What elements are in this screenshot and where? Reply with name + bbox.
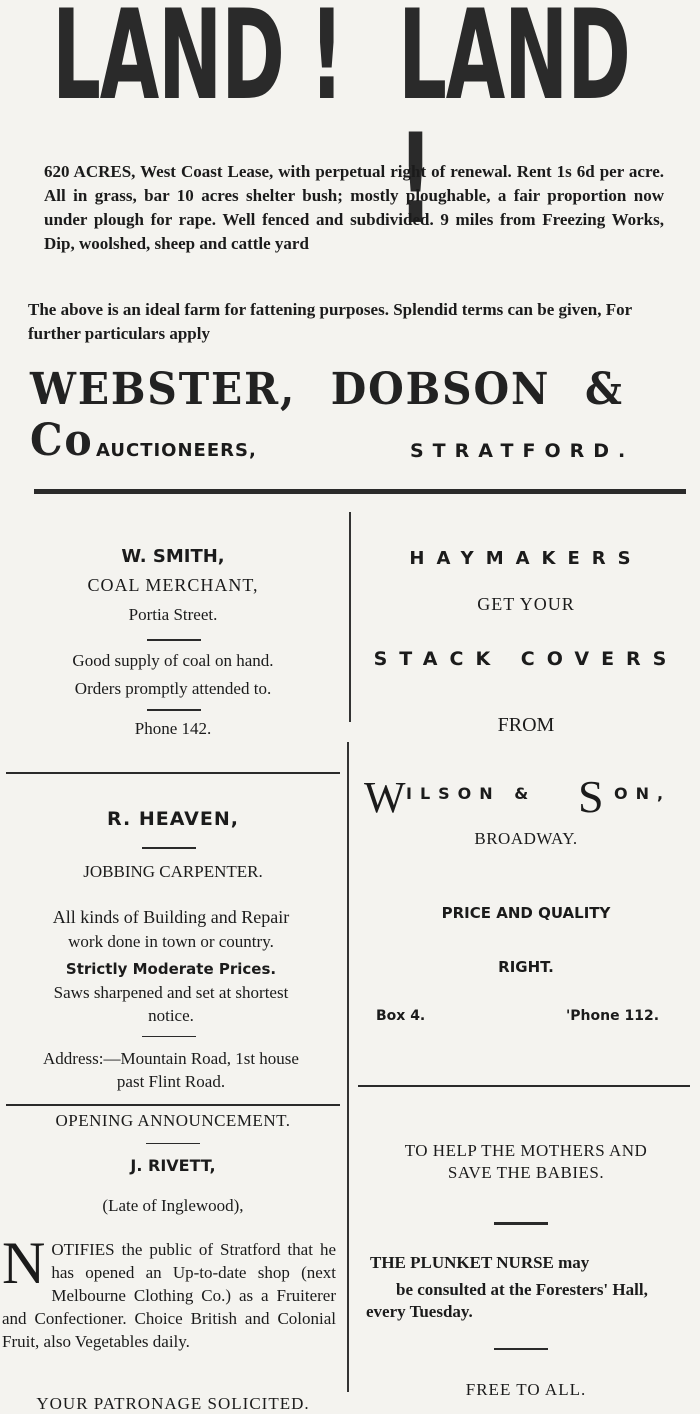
wilson-line-2: GET YOUR [477,594,575,614]
wilson-street: BROADWAY. [474,829,578,848]
wilson-initial-s: S [578,771,604,822]
column-divider-bottom [347,742,349,1392]
heaven-address-1: Address:—Mountain Road, 1st house [43,1049,299,1068]
smith-phone: Phone 142. [134,719,212,738]
plunket-line-2: SAVE THE BABIES. [447,1163,605,1182]
headline-right: LAND ! [398,0,630,252]
heaven-divider [6,1104,340,1106]
smith-rule-1 [147,639,201,641]
heaven-body-2: work done in town or country. [68,932,274,951]
wilson-line-1: HAYMAKERS [409,548,643,569]
rivett-announce: OPENING ANNOUNCEMENT. [55,1111,291,1130]
heaven-name: R. HEAVEN, [107,808,239,830]
wilson-initial-w: W [364,773,406,822]
wilson-right: RIGHT. [498,958,554,976]
firm-town: STRATFORD. [410,440,635,462]
wilson-box: Box 4. [376,1008,426,1024]
rivett-dropcap: N [2,1230,46,1296]
smith-name: W. SMITH, [121,546,225,567]
plunket-line-3: THE PLUNKET NURSE may [370,1253,590,1272]
smith-line-1: Good supply of coal on hand. [72,651,274,670]
column-divider-top [349,512,351,722]
wilson-name-end: ON, [614,784,672,803]
smith-line-2: Orders promptly attended to. [74,679,272,698]
heaven-saws-2: notice. [148,1006,194,1025]
firm-role: AUCTIONEERS, [96,440,257,461]
plunket-free: FREE TO ALL. [465,1380,587,1399]
wilson-divider [358,1085,690,1087]
rivett-name: J. RIVETT, [130,1156,216,1175]
smith-trade: COAL MERCHANT, [87,575,259,595]
smith-rule-2 [147,709,201,711]
rivett-body: OTIFIES the public of Stratford that he has opened an Up-to-date shop (next Melbourne Clothing Co.) as a Fruiterer and Confectioner. Choice British and Colonial Fruit, also Vegetables daily. [2,1240,336,1351]
wilson-phone: 'Phone 112. [566,1008,660,1024]
divider-thick [34,489,686,494]
plunket-line-1: TO HELP THE MOTHERS AND [404,1141,648,1160]
listing-terms: The above is an ideal farm for fattening purposes. Splendid terms can be given, For further particulars apply [28,300,632,343]
heaven-rule-2 [142,1036,196,1037]
rivett-late: (Late of Inglewood), [102,1196,244,1215]
wilson-price-quality: PRICE AND QUALITY [441,904,611,922]
rivett-rule [146,1143,200,1144]
wilson-line-4: FROM [497,714,555,736]
heaven-body-1: All kinds of Building and Repair [52,907,290,927]
rivett-closing: YOUR PATRONAGE SOLICITED. [36,1394,310,1413]
heaven-prices: Strictly Moderate Prices. [65,960,277,978]
wilson-line-3: STACK COVERS [373,648,679,670]
heaven-address-2: past Flint Road. [116,1072,226,1091]
heaven-trade: JOBBING CARPENTER. [83,862,263,881]
plunket-rule [494,1222,548,1225]
headline-left: LAND ! [52,0,344,128]
listing-description: 620 ACRES, West Coast Lease, with perpetual right of renewal. Rent 1s 6d per acre. All in grass, bar 10 acres shelter bush; mostly ploughable, a fair proportion now under plough for rape. Well fenced and subdivided. 9 miles from Freezing Works, Dip, woolshed, sheep and cattle yard [44,162,664,253]
plunket-rule-2 [494,1348,548,1350]
rivett-notice [2,1230,336,1353]
wilson-firm-line [364,770,700,820]
smith-divider [6,772,340,774]
firm-name: WEBSTER, DOBSON & Co [30,364,624,466]
smith-address: Portia Street. [128,605,218,624]
heaven-rule [142,847,196,849]
wilson-name-mid: ILSON & [406,784,537,803]
heaven-saws-1: Saws sharpened and set at shortest [53,983,289,1002]
plunket-line-4: be consulted at the Foresters' Hall, every Tuesday. [366,1280,648,1321]
